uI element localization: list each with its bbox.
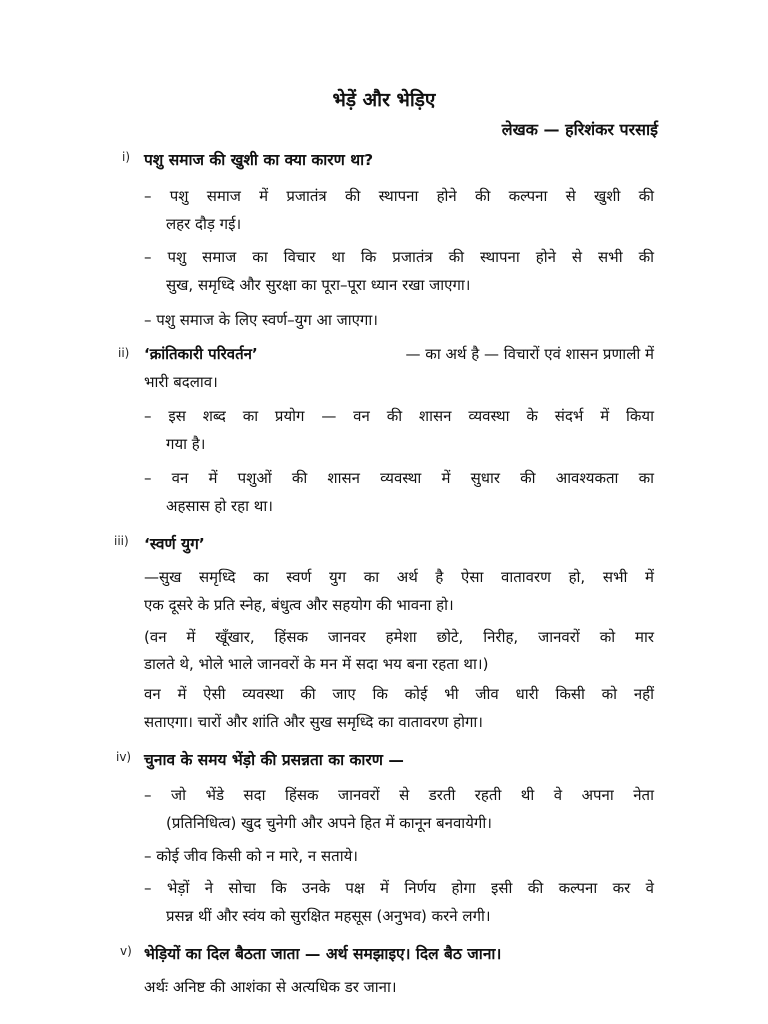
answer-line: – पशु समाज के लिए स्वर्ण–युग आ जाएगा। [144, 311, 378, 329]
question-5: भेड़ियों का दिल बैठता जाता — अर्थ समझाइए। दिल बैठ जाना। [144, 945, 502, 963]
question-number: i) [122, 150, 131, 164]
answer-line: – इस शब्द का प्रयोग — वन की शासन व्यवस्था के संदर्भ में किया [144, 407, 654, 425]
answer-line: एक दूसरे के प्रति स्नेह, बंधुत्व और सहयोग की भावना हो। [144, 596, 454, 614]
author-line: लेखक — हरिशंकर परसाई [501, 120, 658, 139]
question-number: iv) [116, 750, 132, 764]
question-4: चुनाव के समय भेंड़ो की प्रसन्नता का कारण — [144, 751, 404, 769]
answer-line: डालते थे, भोले भाले जानवरों के मन में सदा भय बना रहता था।) [144, 655, 489, 673]
term-label: ‘क्रांतिकारी परिवर्तन’ [144, 345, 258, 363]
answer-line: अहसास हो रहा था। [166, 497, 273, 515]
answer-line: – पशु समाज का विचार था कि प्रजातंत्र की स्थापना होने से सभी की [144, 248, 654, 266]
term-label: ‘स्वर्ण युग’ [144, 535, 205, 553]
answer-line: प्रसन्न थीं और स्वंय को सुरक्षित महसूस (अनुभव) करने लगी। [166, 907, 491, 925]
answer-line: सताएगा। चारों और शांति और सुख समृध्दि का वातावरण होगा। [144, 713, 483, 731]
page-title: भेड़ें और भेड़िए [332, 89, 436, 111]
answer-line: सुख, समृध्दि और सुरक्षा का पूरा–पूरा ध्यान रखा जाएगा। [166, 276, 471, 294]
answer-line: – वन में पशुओं की शासन व्यवस्था में सुधार की आवश्यकता का [144, 469, 654, 487]
answer-line: गया है। [166, 435, 206, 453]
answer-line: —सुख समृध्दि का स्वर्ण युग का अर्थ है ऐसा वातावरण हो, सभी में [144, 568, 654, 586]
definition-line [144, 344, 654, 364]
answer-line: (वन में खूँखार, हिंसक जानवर हमेशा छोटे, निरीह, जानवरों को मार [144, 628, 654, 646]
definition-text: — का अर्थ है — विचारों एवं शासन प्रणाली में [405, 345, 654, 363]
answer-line: भारी बदलाव। [144, 373, 218, 391]
answer-line: लहर दौड़ गई। [166, 215, 242, 233]
answer-line: (प्रतिनिधित्व) खुद चुनेगी और अपने हित में कानून बनवायेगी। [166, 814, 492, 832]
answer-line: – कोई जीव किसी को न मारे, न सताये। [144, 847, 358, 865]
answer-line: वन में ऐसी व्यवस्था की जाए कि कोई भी जीव धारी किसी को नहीं [144, 685, 654, 703]
question-number: ii) [118, 346, 130, 360]
answer-line: अर्थः अनिष्ट की आशंका से अत्यधिक डर जाना। [144, 978, 397, 996]
answer-line: – पशु समाज में प्रजातंत्र की स्थापना होने की कल्पना से खुशी की [144, 187, 654, 205]
question-number: v) [120, 944, 132, 958]
question-1: पशु समाज की खुशी का क्या कारण था? [144, 151, 374, 169]
answer-line: – भेड़ों ने सोचा कि उनके पक्ष में निर्णय होगा इसी की कल्पना कर वे [144, 879, 654, 897]
answer-line: – जो भेंडे सदा हिंसक जानवरों से डरती रहती थी वे अपना नेता [144, 786, 654, 804]
question-number: iii) [114, 534, 129, 548]
